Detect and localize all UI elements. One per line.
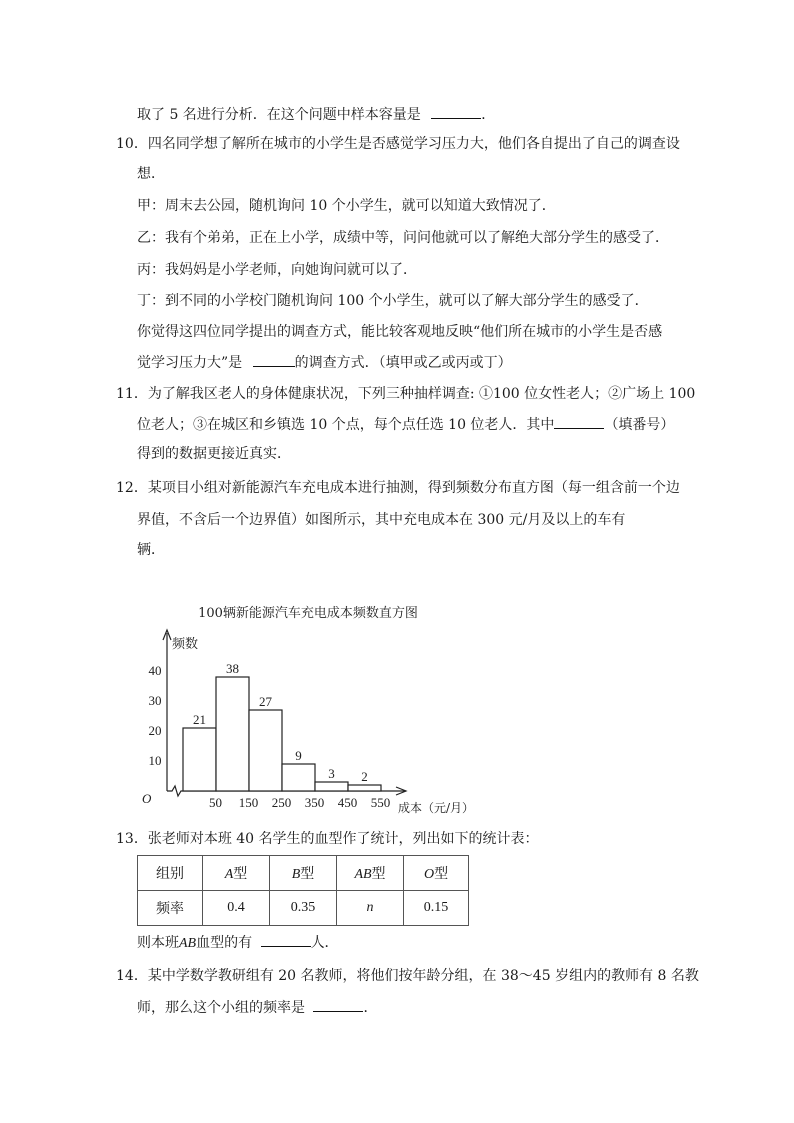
x-tick-label: 550 <box>370 795 391 810</box>
blood-type-table <box>137 855 469 926</box>
q10-line1 <box>116 134 680 154</box>
histogram-bar <box>282 764 315 791</box>
bar-value-label: 27 <box>259 694 272 709</box>
q13-after-ab: AB <box>179 936 197 951</box>
chart-title: 100辆新能源汽车充电成本频数直方图 <box>198 606 418 621</box>
question-number: 13． <box>116 831 148 847</box>
histogram-bar <box>183 728 216 791</box>
table-cell: 0.4 <box>203 891 270 926</box>
table-header-cell <box>404 856 469 891</box>
y-tick-label: 40 <box>148 663 162 678</box>
q14-text: 某中学数学教研组有 20 名教师，将他们按年龄分组，在 38～45 岁组内的教师有 8 名教 <box>147 968 699 984</box>
q14-text-2: 师，那么这个小组的频率是 <box>137 1000 305 1016</box>
table-header-cell: 组别 <box>138 856 203 891</box>
histogram-bar <box>249 710 282 791</box>
type-letter: O <box>423 867 435 882</box>
question-number: 10． <box>116 136 148 152</box>
answer-blank[interactable] <box>554 414 604 429</box>
type-suffix: 型 <box>434 866 449 882</box>
histogram-bar <box>315 782 348 791</box>
bar-value-label: 21 <box>193 712 206 727</box>
q13-after-mid: 血型的有 <box>196 935 253 951</box>
y-tick-label: 30 <box>148 693 162 708</box>
q14-line1 <box>116 966 699 986</box>
bar-value-label: 3 <box>328 766 335 781</box>
q9-end: ． <box>481 107 496 123</box>
y-tick-label: 20 <box>148 723 162 738</box>
table-cell: 0.35 <box>270 891 337 926</box>
q11-line2 <box>137 414 674 435</box>
x-tick-label: 350 <box>304 795 325 810</box>
type-suffix: 型 <box>300 866 315 882</box>
histogram-bar <box>348 785 381 791</box>
answer-blank[interactable] <box>313 997 363 1012</box>
q10-question-end: 的调查方式．（填甲或乙或丙或丁） <box>294 355 512 371</box>
table-row-label: 频率 <box>138 891 203 926</box>
q10-option-jia: 甲：周末去公园，随机询问 10 个小学生，就可以知道大致情况了． <box>137 198 556 214</box>
q13-after-text: 则本班 <box>137 935 179 951</box>
q12-line1 <box>116 478 680 498</box>
q10-option-yi: 乙：我有个弟弟，正在上小学，成绩中等，问问他就可以了解绝大部分学生的感受了． <box>137 230 669 246</box>
q13-line1 <box>116 829 539 849</box>
table-header-row <box>138 856 469 891</box>
histogram-chart <box>136 600 478 814</box>
table-header-cell <box>203 856 270 891</box>
q12-text: 某项目小组对新能源汽车充电成本进行抽测，得到频数分布直方图（每一组含前一个边 <box>147 480 680 496</box>
q11-text: 为了解我区老人的身体健康状况，下列三种抽样调查: ①100 位女性老人；②广场上 100 <box>147 386 696 402</box>
x-tick-label: 250 <box>271 795 292 810</box>
q13-text: 张老师对本班 40 名学生的血型作了统计，列出如下的统计表： <box>147 831 539 847</box>
answer-blank[interactable] <box>431 104 481 119</box>
type-letter: AB <box>354 867 372 882</box>
type-letter: B <box>291 867 301 882</box>
q10-line2: 想． <box>137 166 165 182</box>
table-header-cell <box>337 856 404 891</box>
q10-question-line2 <box>137 352 512 373</box>
x-tick-label: 450 <box>337 795 358 810</box>
q12-line2: 界值，不含后一个边界值）如图所示，其中充电成本在 300 元/月及以上的车有 <box>137 512 626 528</box>
q12-line3: 辆． <box>137 542 165 558</box>
q9-text: 取了 5 名进行分析．在这个问题中样本容量是 <box>137 107 421 123</box>
q11-text-2: 位老人；③在城区和乡镇选 10 个点，每个点任选 10 位老人．其中 <box>137 417 555 433</box>
q10-text: 四名同学想了解所在城市的小学生是否感觉学习压力大，他们各自提出了自己的调查设 <box>147 136 680 152</box>
histogram-bar <box>216 677 249 791</box>
question-number: 14． <box>116 968 148 984</box>
bar-value-label: 9 <box>295 748 302 763</box>
answer-blank[interactable] <box>253 352 295 367</box>
q13-after-end: 人． <box>310 935 339 951</box>
table-row <box>138 891 469 926</box>
type-letter: A <box>224 867 234 882</box>
question-number: 12． <box>116 480 148 496</box>
q13-after <box>137 932 339 954</box>
q14-line2 <box>137 997 377 1018</box>
q11-line1 <box>116 384 695 404</box>
question-number: 11． <box>116 386 148 402</box>
bar-value-label: 38 <box>226 661 239 676</box>
origin-label: O <box>142 791 152 806</box>
bar-value-label: 2 <box>361 769 368 784</box>
q10-option-bing: 丙：我妈妈是小学老师，向她询问就可以了． <box>137 262 417 278</box>
q10-option-ding: 丁：到不同的小学校门随机询问 100 个小学生，就可以了解大部分学生的感受了． <box>137 293 649 309</box>
q10-question-text: 觉学习压力大”是 <box>137 355 243 371</box>
q11-hint: （填番号） <box>604 417 675 433</box>
y-axis-label: 频数 <box>172 637 199 652</box>
x-tick-label: 150 <box>238 795 259 810</box>
x-axis-label: 成本（元/月） <box>398 801 475 814</box>
answer-blank[interactable] <box>261 932 311 947</box>
x-tick-label: 50 <box>209 795 222 810</box>
table-cell: 0.15 <box>404 891 469 926</box>
table-cell: n <box>337 891 404 926</box>
type-suffix: 型 <box>233 866 248 882</box>
y-tick-label: 10 <box>148 753 162 768</box>
q14-end: ． <box>363 1000 378 1016</box>
q11-line3: 得到的数据更接近真实． <box>137 446 291 462</box>
table-header-cell <box>270 856 337 891</box>
type-suffix: 型 <box>371 866 386 882</box>
q10-question-line1: 你觉得这四位同学提出的调查方式，能比较客观地反映“他们所在城市的小学生是否感 <box>137 324 663 340</box>
q9-tail <box>137 104 495 125</box>
